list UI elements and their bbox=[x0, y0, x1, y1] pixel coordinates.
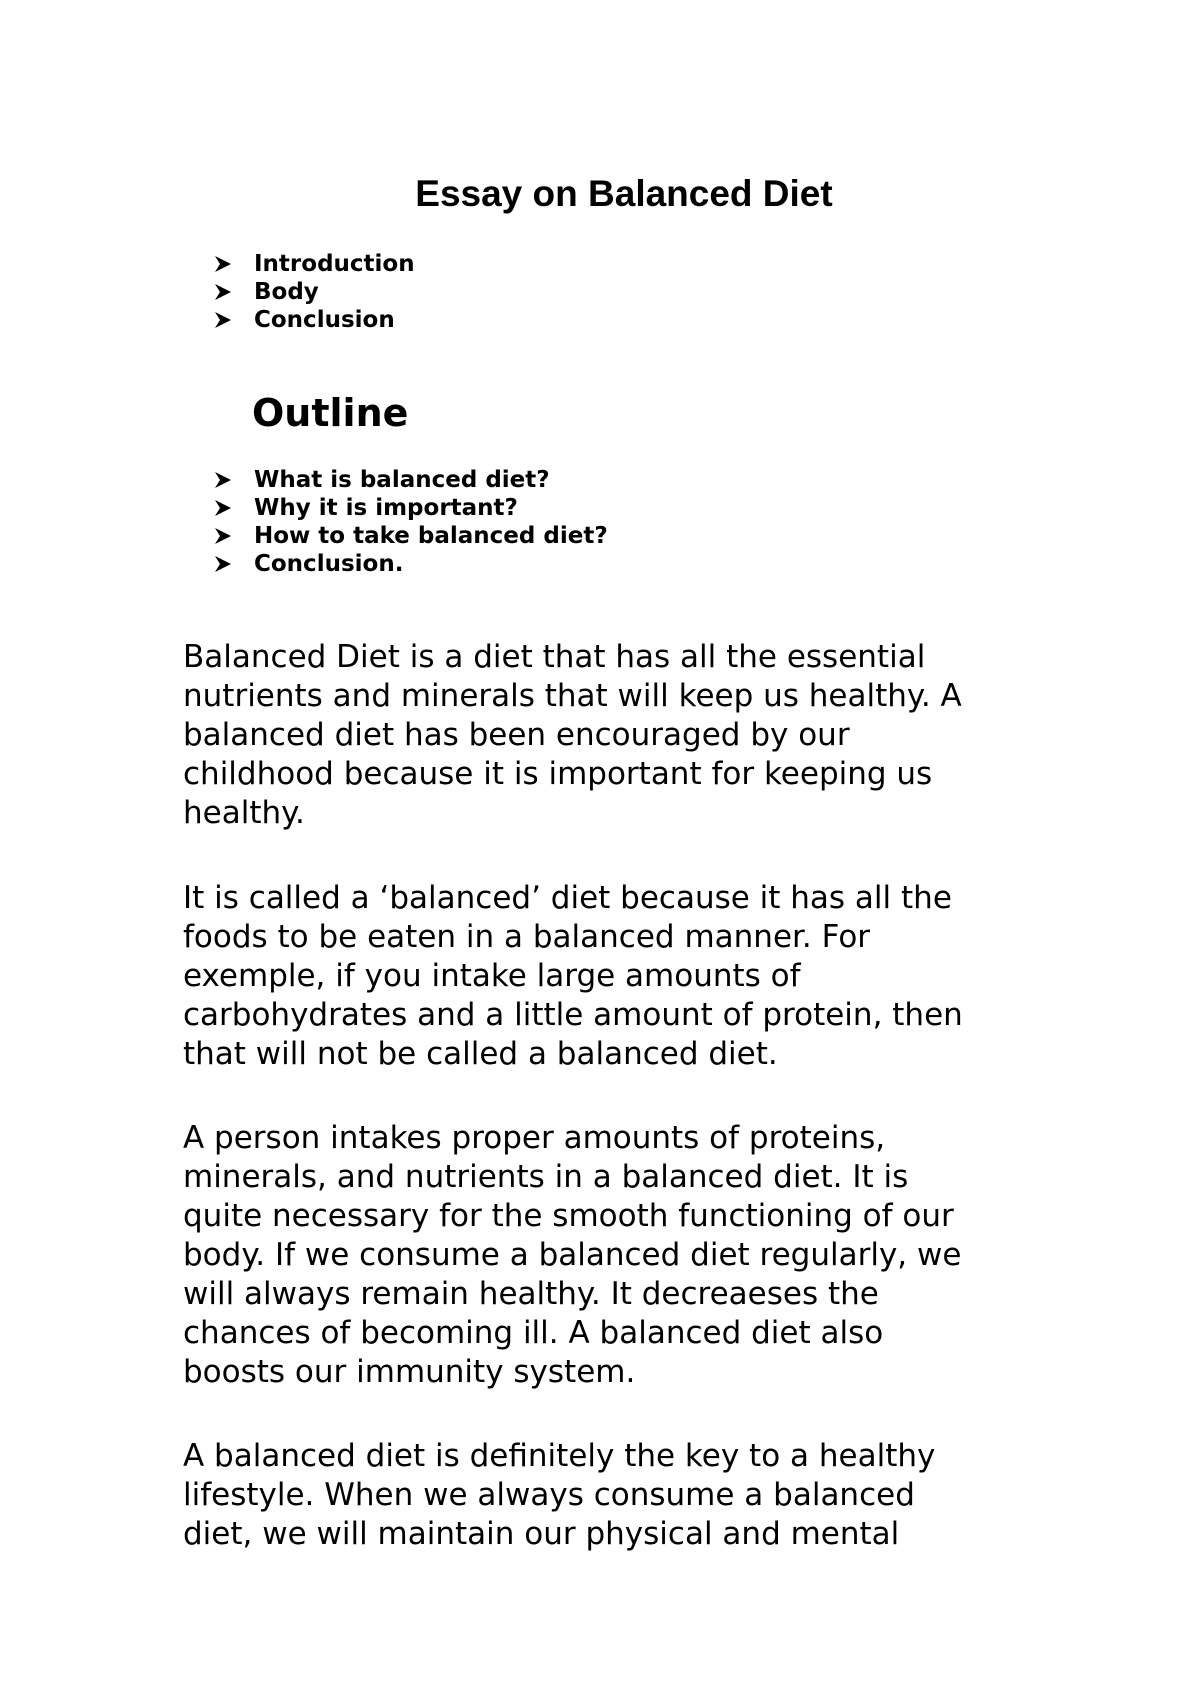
list-item bbox=[214, 550, 608, 578]
arrowhead-bullet-icon bbox=[214, 278, 254, 306]
document-title: Essay on Balanced Diet bbox=[415, 173, 833, 214]
arrowhead-bullet-icon bbox=[214, 522, 254, 550]
contents-list bbox=[214, 250, 415, 334]
arrowhead-bullet-icon bbox=[214, 494, 254, 522]
list-item-label: Conclusion bbox=[254, 307, 395, 333]
arrowhead-bullet-icon bbox=[214, 306, 254, 334]
arrowhead-bullet-icon bbox=[214, 550, 254, 578]
list-item bbox=[214, 522, 608, 550]
arrowhead-bullet-icon bbox=[214, 466, 254, 494]
body-paragraph-3: A person intakes proper amounts of proteins, minerals, and nutrients in a balanced diet. It is quite necessary for the smooth functioning of our body. If we consume a balanced diet regularly, we will always remain healthy. It decreaeses the chances of becoming ill. A balanced diet also boosts our immunity system. bbox=[183, 1120, 962, 1390]
body-paragraph-4: A balanced diet is definitely the key to a healthy lifestyle. When we always consume a balanced diet, we will maintain our physical and mental bbox=[183, 1438, 936, 1552]
body-paragraph-2: It is called a ‘balanced’ diet because it has all the foods to be eaten in a balanced manner. For exemple, if you intake large amounts of carbohydrates and a little amount of protein, then that will not be called a balanced diet. bbox=[183, 880, 963, 1072]
arrowhead-bullet-icon bbox=[214, 250, 254, 278]
list-item bbox=[214, 494, 608, 522]
list-item-label: Why it is important? bbox=[254, 495, 518, 521]
list-item-label: Body bbox=[254, 279, 319, 305]
list-item bbox=[214, 278, 415, 306]
outline-heading: Outline bbox=[252, 391, 409, 435]
list-item bbox=[214, 306, 415, 334]
list-item-label: How to take balanced diet? bbox=[254, 523, 608, 549]
list-item bbox=[214, 466, 608, 494]
list-item-label: Conclusion. bbox=[254, 551, 404, 577]
body-paragraph-1: Balanced Diet is a diet that has all the essential nutrients and minerals that will keep us healthy. A balanced diet has been encouraged by our childhood because it is important for keeping us healthy. bbox=[183, 639, 962, 831]
list-item-label: Introduction bbox=[254, 251, 415, 277]
list-item-label: What is balanced diet? bbox=[254, 467, 550, 493]
outline-list bbox=[214, 466, 608, 578]
list-item bbox=[214, 250, 415, 278]
